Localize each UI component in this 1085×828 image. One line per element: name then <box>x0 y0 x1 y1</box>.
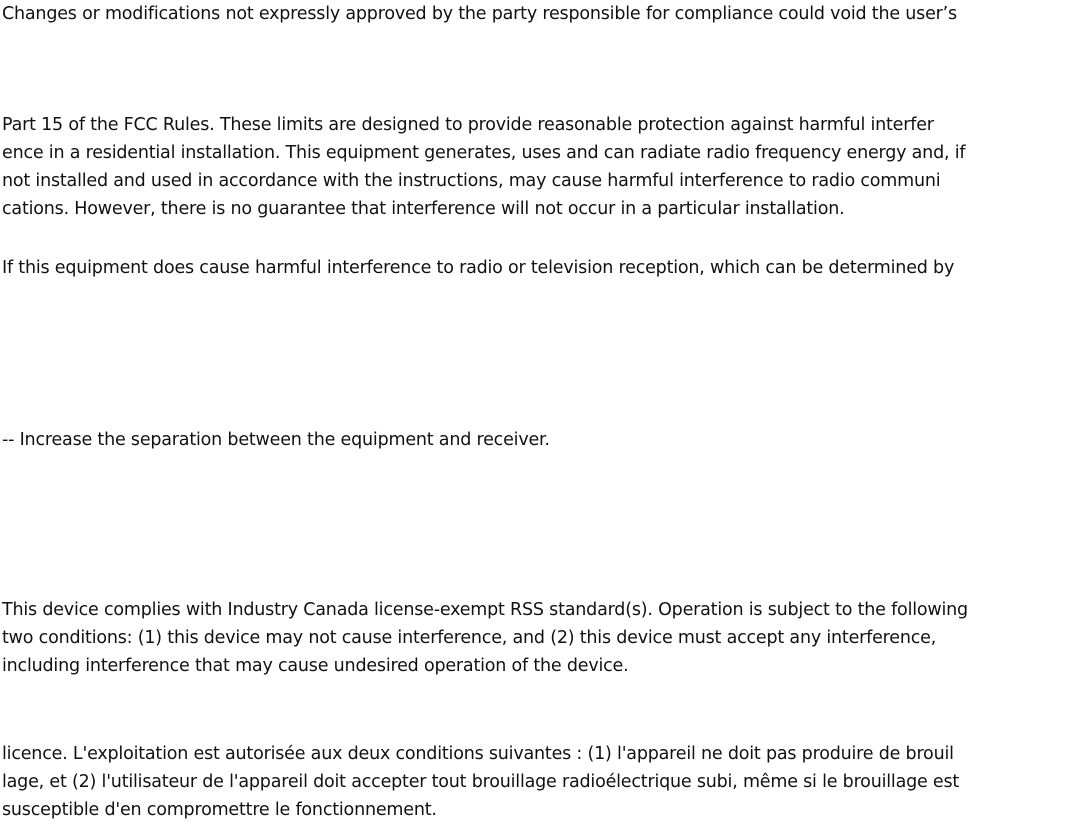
ic-french-line-1: licence. L'exploitation est autorisée aux deux conditions suivantes : (1) l'appareil ne doit pas produire de brouil <box>2 744 954 764</box>
fcc-measure-line-1: -- Increase the separation between the equipment and receiver. <box>2 430 550 450</box>
fcc-part15-line-1: Part 15 of the FCC Rules. These limits are designed to provide reasonable protection against harmful interfer <box>2 115 934 135</box>
fcc-part15-line-3: not installed and used in accordance with the instructions, may cause harmful interference to radio communi <box>2 171 941 191</box>
ic-english-line-1: This device complies with Industry Canada license-exempt RSS standard(s). Operation is subject to the following <box>2 600 968 620</box>
ic-english-line-3: including interference that may cause undesired operation of the device. <box>2 656 629 676</box>
fcc-warning-line-1: Changes or modifications not expressly approved by the party responsible for compliance could void the user’s <box>2 4 957 24</box>
ic-french-line-2: lage, et (2) l'utilisateur de l'appareil doit accepter tout brouillage radioélectrique subi, même si le brouillage est <box>2 772 960 792</box>
fcc-part15-line-2: ence in a residential installation. This equipment generates, uses and can radiate radio frequency energy and, if <box>2 143 966 163</box>
fcc-interference-line-1: If this equipment does cause harmful interference to radio or television reception, which can be determined by <box>2 258 955 278</box>
fcc-part15-line-4: cations. However, there is no guarantee that interference will not occur in a particular installation. <box>2 199 845 219</box>
ic-english-line-2: two conditions: (1) this device may not cause interference, and (2) this device must accept any interference, <box>2 628 937 648</box>
ic-french-line-3: susceptible d'en compromettre le fonctionnement. <box>2 800 437 820</box>
